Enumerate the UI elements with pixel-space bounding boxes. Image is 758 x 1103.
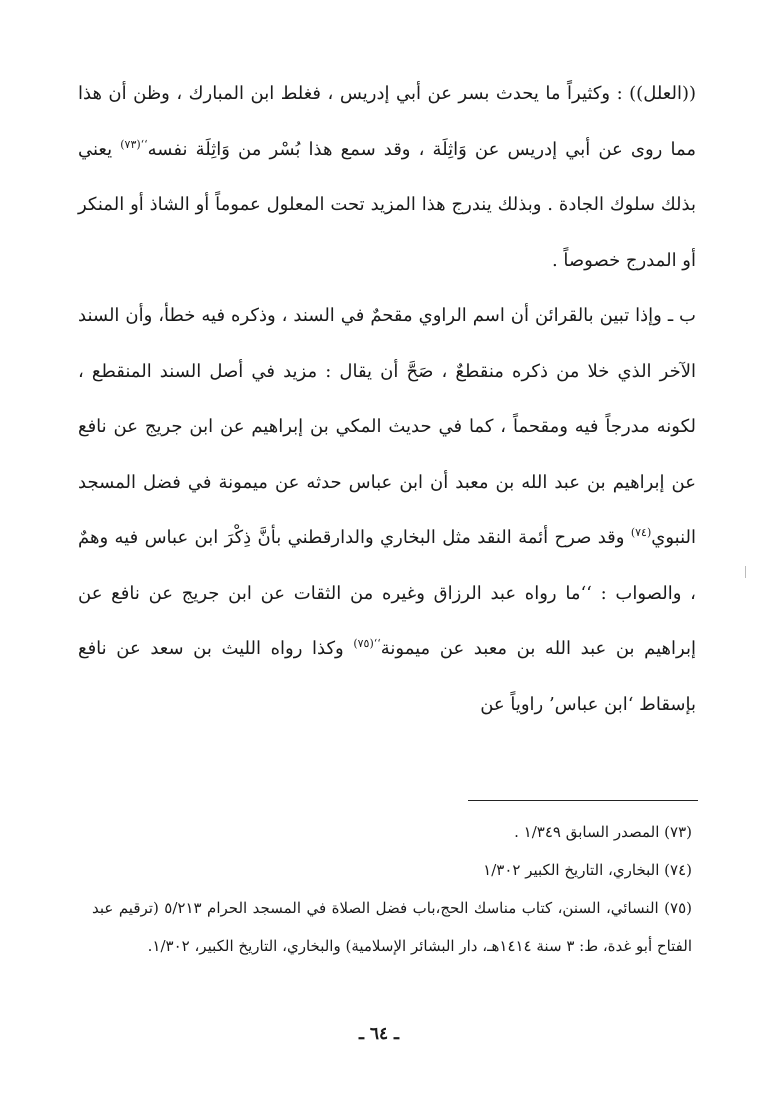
- text-segment: يعني بذلك سلوك الجادة . وبذلك يندرج هذا المزيد تحت المعلول عموماً أو الشاذ أو المنكر أو المدرج خصوصاً .: [78, 138, 696, 271]
- footnote-ref-73: ‘‘(٧٣): [120, 137, 148, 151]
- footnote-73: (٧٣) المصدر السابق ١/٣٤٩ .: [514, 823, 692, 841]
- main-text: [78, 66, 696, 732]
- page-number: ـ ٦٤ ـ: [358, 1024, 400, 1044]
- scan-mark: [742, 566, 746, 578]
- footnote-ref-75: ‘‘(٧٥): [353, 637, 381, 650]
- footnote-ref-74: (٧٤): [630, 526, 652, 539]
- text-segment: ((العلل)) : وكثيراً ما يحدث بسر عن أبي إدريس ، فغلط ابن المبارك ، وظن أن هذا مما روى عن أبي إدريس عن وَاثِلَة ، وقد سمع هذا بُسْر من وَاثِلَة نفسه: [78, 83, 696, 160]
- text-segment: ب ـ وإذا تبين بالقرائن أن اسم الراوي مقحمٌ في السند ، وذكره فيه خطأ، وأن السند الآخر الذي خلا من ذكره منقطعٌ ، صَحَّ أن يقال : مزيد في أصل السند المنقطع ، لكونه مدرجاً فيه ومقحماً ، كما في حديث المكي بن إبراهيم عن ابن جريج عن نافع عن إبراهيم بن عبد الله بن معبد أن ابن عباس حدثه عن ميمونة في فضل المسجد النبوي: [78, 305, 696, 548]
- footnotes: [92, 813, 692, 965]
- footnote-74: (٧٤) البخاري، التاريخ الكبير ١/٣٠٢: [483, 861, 692, 879]
- footnote-separator: [468, 800, 698, 801]
- text-segment: وكذا رواه الليث بن سعد عن نافع بإسقاط ‘ابن عباس’ راوياً عن: [78, 638, 696, 715]
- footnote-75: (٧٥) النسائي، السنن، كتاب مناسك الحج،باب فضل الصلاة في المسجد الحرام ٥/٢١٣ (ترقيم عبد الفتاح أبو غدة، ط: ٣ سنة ١٤١٤هـ، دار البشائر الإسلامية) والبخاري، التاريخ الكبير، ١/٣٠٢.: [92, 899, 692, 955]
- paragraph-1: [78, 66, 696, 288]
- paragraph-2: [78, 288, 696, 732]
- text-segment: وقد صرح أئمة النقد مثل البخاري والدارقطني بأنَّ ذِكْرَ ابن عباس فيه وهمٌ ، والصواب : ‘‘ما رواه عبد الرزاق وغيره من الثقات عن ابن جريج عن نافع عن إبراهيم بن عبد الله بن معبد عن ميمونة: [78, 527, 696, 659]
